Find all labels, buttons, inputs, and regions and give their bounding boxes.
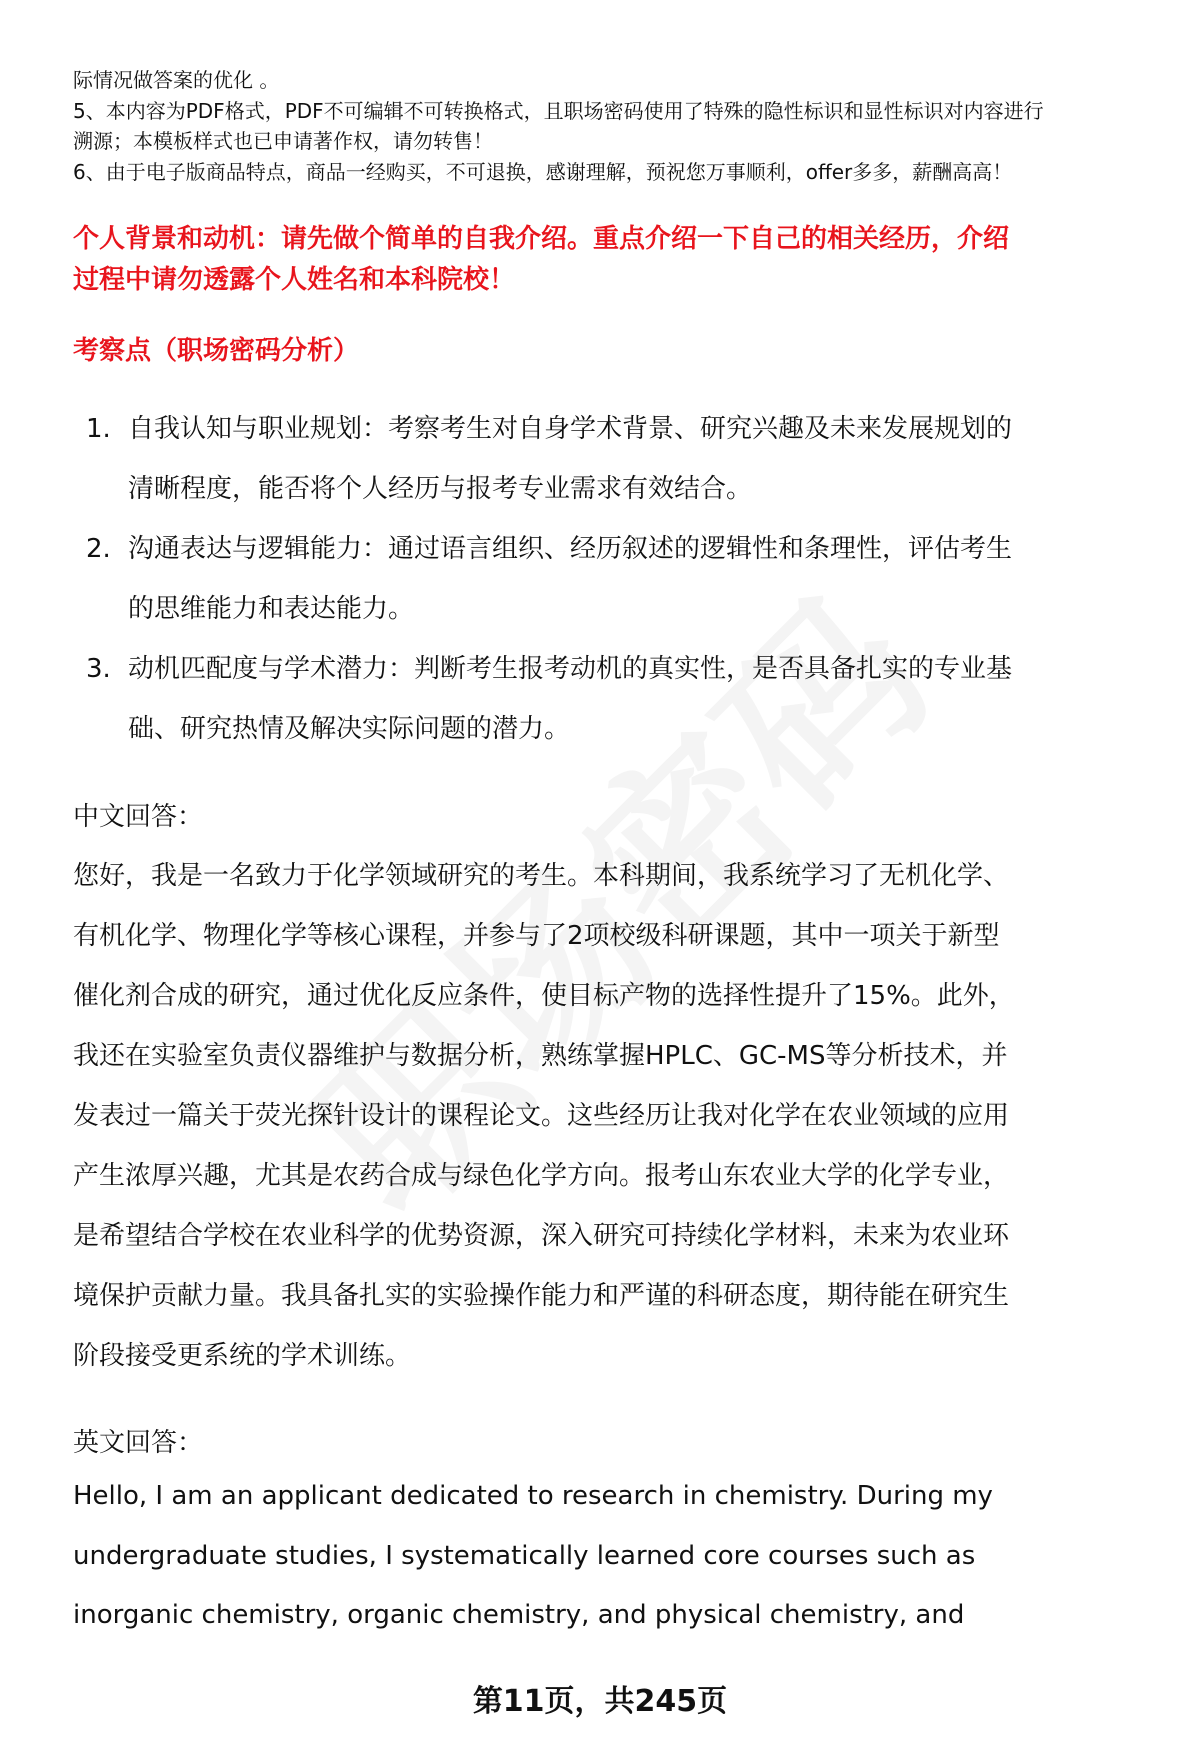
en-answer-label: 英文回答： — [73, 1428, 204, 1458]
cn-answer-line: 您好，我是一名致力于化学领域研究的考生。本科期间，我系统学习了无机化学、 — [73, 861, 1010, 891]
note-line: 际情况做答案的优化 。 — [73, 68, 280, 92]
focus-item — [86, 528, 1012, 565]
item-text: 动机匹配度与学术潜力：判断考生报考动机的真实性，是否具备扎实的专业基 — [128, 654, 1013, 684]
question-heading: 个人背景和动机：请先做个简单的自我介绍。重点介绍一下自己的相关经历，介绍 — [73, 224, 1010, 254]
item-text: 沟通表达与逻辑能力：通过语言组织、经历叙述的逻辑性和条理性，评估考生 — [128, 534, 1013, 564]
cn-answer-line: 我还在实验室负责仪器维护与数据分析，熟练掌握HPLC、GC-MS等分析技术，并 — [73, 1041, 1008, 1071]
cn-answer-label: 中文回答： — [73, 802, 204, 832]
item-number: 1. — [86, 414, 111, 444]
question-heading: 过程中请勿透露个人姓名和本科院校！ — [73, 265, 516, 295]
cn-answer-line: 催化剂合成的研究，通过优化反应条件，使目标产物的选择性提升了15%。此外， — [73, 981, 1015, 1011]
item-number: 3. — [86, 654, 111, 684]
cn-answer-line: 发表过一篇关于荧光探针设计的课程论文。这些经历让我对化学在农业领域的应用 — [73, 1101, 1010, 1131]
en-answer-line: undergraduate studies, I systematically learned core courses such as — [73, 1541, 976, 1571]
item-text: 础、研究热情及解决实际问题的潜力。 — [128, 714, 571, 744]
en-answer-line: Hello, I am an applicant dedicated to research in chemistry. During my — [73, 1481, 993, 1511]
item-text: 的思维能力和表达能力。 — [128, 594, 415, 624]
item-text: 自我认知与职业规划：考察考生对自身学术背景、研究兴趣及未来发展规划的 — [128, 414, 1013, 444]
page-number: 第11页，共245页 — [472, 1684, 728, 1719]
cn-answer-line: 有机化学、物理化学等核心课程，并参与了2项校级科研课题，其中一项关于新型 — [73, 921, 1000, 951]
note-line: 6、由于电子版商品特点，商品一经购买，不可退换，感谢理解，预祝您万事顺利，offer多多，薪酬高高！ — [73, 160, 1013, 184]
watermark — [245, 531, 975, 1261]
focus-title: 考察点（职场密码分析） — [73, 336, 360, 366]
note-line: 溯源；本模板样式也已申请著作权，请勿转售！ — [73, 129, 493, 153]
note-line: 5、本内容为PDF格式，PDF不可编辑不可转换格式，且职场密码使用了特殊的隐性标识和显性标识对内容进行 — [73, 99, 1044, 123]
item-number: 2. — [86, 534, 111, 564]
focus-item — [86, 648, 1012, 685]
cn-answer-line: 境保护贡献力量。我具备扎实的实验操作能力和严谨的科研态度，期待能在研究生 — [73, 1281, 1010, 1311]
cn-answer-line: 是希望结合学校在农业科学的优势资源，深入研究可持续化学材料，未来为农业环 — [73, 1221, 1010, 1251]
item-text: 清晰程度，能否将个人经历与报考专业需求有效结合。 — [128, 474, 753, 504]
cn-answer-line: 产生浓厚兴趣，尤其是农药合成与绿色化学方向。报考山东农业大学的化学专业， — [73, 1161, 1010, 1191]
focus-item — [86, 408, 1012, 445]
cn-answer-line: 阶段接受更系统的学术训练。 — [73, 1341, 412, 1371]
en-answer-line: inorganic chemistry, organic chemistry, and physical chemistry, and — [73, 1600, 965, 1630]
